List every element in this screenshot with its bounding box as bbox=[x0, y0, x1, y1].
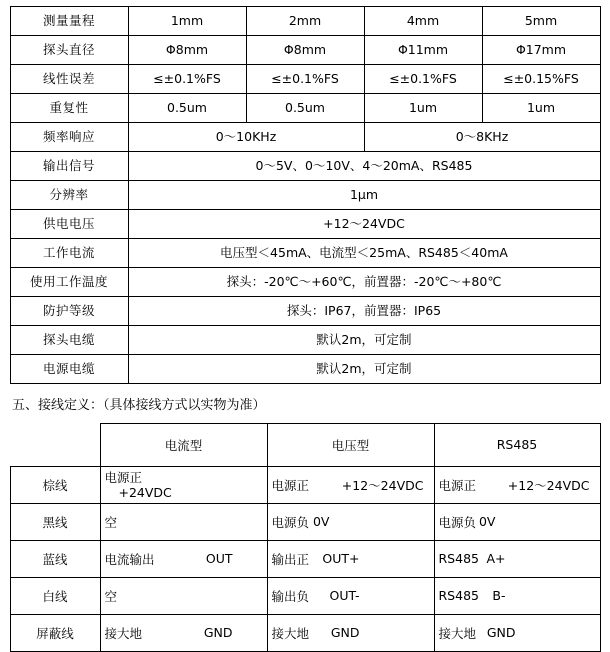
spec-value: 探头：IP67，前置器：IP65 bbox=[128, 297, 600, 326]
wiring-header-current-type: 电流型 bbox=[100, 423, 267, 466]
spec-label: 重复性 bbox=[10, 94, 128, 123]
spec-value: 1μm bbox=[128, 181, 600, 210]
wire-cell-rs485 bbox=[434, 540, 600, 577]
wire-label: 蓝线 bbox=[10, 540, 100, 577]
table-row bbox=[10, 65, 600, 94]
table-row bbox=[10, 7, 600, 36]
table-header-row bbox=[10, 423, 600, 466]
wire-cell-current bbox=[100, 466, 267, 503]
wire-cell-text: A+ bbox=[486, 551, 506, 567]
wire-cell-voltage bbox=[267, 540, 434, 577]
spec-label: 使用工作温度 bbox=[10, 268, 128, 297]
spec-value: 0～10KHz bbox=[128, 123, 364, 152]
wire-cell-text: 输出负 bbox=[271, 588, 310, 604]
wire-cell-text: 输出正 bbox=[271, 551, 310, 567]
spec-value: +12～24VDC bbox=[128, 210, 600, 239]
spec-value: Φ11mm bbox=[364, 36, 482, 65]
spec-value: 2mm bbox=[246, 7, 364, 36]
wire-cell-text: +12～24VDC bbox=[341, 477, 424, 493]
wire-cell-text: 0V bbox=[478, 514, 496, 530]
table-row bbox=[10, 210, 600, 239]
wire-cell-voltage bbox=[267, 577, 434, 614]
spec-label: 电源电缆 bbox=[10, 355, 128, 384]
spec-label: 探头电缆 bbox=[10, 326, 128, 355]
table-row bbox=[10, 268, 600, 297]
spec-value: 1um bbox=[482, 94, 600, 123]
wire-cell-current bbox=[100, 503, 267, 540]
spec-value: ≤±0.1%FS bbox=[364, 65, 482, 94]
wire-cell-voltage bbox=[267, 503, 434, 540]
table-row bbox=[10, 577, 600, 614]
wiring-header-voltage-type: 电压型 bbox=[267, 423, 434, 466]
wire-cell-rs485 bbox=[434, 503, 600, 540]
spec-label: 工作电流 bbox=[10, 239, 128, 268]
wiring-definition-table bbox=[10, 423, 601, 652]
wire-cell-text: GND bbox=[486, 625, 516, 641]
wire-cell-voltage bbox=[267, 614, 434, 651]
table-row bbox=[10, 94, 600, 123]
wire-cell-current bbox=[100, 540, 267, 577]
table-row bbox=[10, 355, 600, 384]
spec-label: 频率响应 bbox=[10, 123, 128, 152]
spec-value: 默认2m，可定制 bbox=[128, 326, 600, 355]
wire-cell-text: +24VDC bbox=[118, 484, 172, 500]
table-row bbox=[10, 297, 600, 326]
table-row bbox=[10, 36, 600, 65]
wire-cell-text: 接大地 bbox=[271, 625, 310, 641]
wire-cell-text: 空 bbox=[104, 514, 118, 530]
spec-label: 供电电压 bbox=[10, 210, 128, 239]
wire-cell-current bbox=[100, 577, 267, 614]
wire-cell-voltage bbox=[267, 466, 434, 503]
spec-label: 输出信号 bbox=[10, 152, 128, 181]
table-row bbox=[10, 614, 600, 651]
spec-value: 默认2m，可定制 bbox=[128, 355, 600, 384]
wire-cell-text: RS485 bbox=[438, 551, 479, 567]
spec-value: 电压型＜45mA、电流型＜25mA、RS485＜40mA bbox=[128, 239, 600, 268]
spec-value: 0～5V、0～10V、4～20mA、RS485 bbox=[128, 152, 600, 181]
spec-value: 0～8KHz bbox=[364, 123, 600, 152]
wiring-header-rs485: RS485 bbox=[434, 423, 600, 466]
spec-value: Φ8mm bbox=[128, 36, 246, 65]
wiring-header-blank bbox=[10, 423, 100, 466]
table-row bbox=[10, 503, 600, 540]
wire-cell-text: 电源正 bbox=[271, 477, 310, 493]
table-row bbox=[10, 123, 600, 152]
table-row bbox=[10, 540, 600, 577]
wire-cell-text: RS485 bbox=[438, 588, 479, 604]
wire-cell-text: B- bbox=[492, 588, 506, 604]
wire-cell-text: 电源负 bbox=[438, 514, 477, 530]
spec-value: 0.5um bbox=[128, 94, 246, 123]
wire-cell-text: 电源负 bbox=[271, 514, 310, 530]
wire-cell-text: 电源正 bbox=[438, 477, 477, 493]
wire-cell-text: 接大地 bbox=[104, 625, 143, 641]
wire-cell-text: GND bbox=[203, 625, 233, 641]
table-row bbox=[10, 239, 600, 268]
specification-table bbox=[10, 6, 601, 384]
spec-label: 线性误差 bbox=[10, 65, 128, 94]
wire-cell-text: 空 bbox=[104, 588, 118, 604]
wire-cell-text: OUT- bbox=[329, 588, 360, 604]
wire-cell-current bbox=[100, 614, 267, 651]
table-row bbox=[10, 326, 600, 355]
wire-cell-rs485 bbox=[434, 466, 600, 503]
spec-label: 探头直径 bbox=[10, 36, 128, 65]
wire-cell-rs485 bbox=[434, 577, 600, 614]
wire-cell-text: OUT+ bbox=[322, 551, 360, 567]
wire-cell-text: +12～24VDC bbox=[507, 477, 590, 493]
spec-value: ≤±0.1%FS bbox=[246, 65, 364, 94]
spec-label: 防护等级 bbox=[10, 297, 128, 326]
wire-label: 屏蔽线 bbox=[10, 614, 100, 651]
wire-cell-rs485 bbox=[434, 614, 600, 651]
spec-value: 5mm bbox=[482, 7, 600, 36]
table-row bbox=[10, 181, 600, 210]
spec-value: Φ17mm bbox=[482, 36, 600, 65]
spec-value: ≤±0.15%FS bbox=[482, 65, 600, 94]
table-row bbox=[10, 466, 600, 503]
wire-cell-text: OUT bbox=[205, 551, 233, 567]
spec-value: 0.5um bbox=[246, 94, 364, 123]
section-heading: 五、接线定义：（具体接线方式以实物为准） bbox=[12, 398, 266, 413]
wire-label: 黑线 bbox=[10, 503, 100, 540]
spec-value: 4mm bbox=[364, 7, 482, 36]
wire-cell-text: 接大地 bbox=[438, 625, 477, 641]
wire-cell-text: GND bbox=[330, 625, 360, 641]
wire-label: 白线 bbox=[10, 577, 100, 614]
spec-value: 1mm bbox=[128, 7, 246, 36]
wire-cell-text: 0V bbox=[312, 514, 330, 530]
table-row bbox=[10, 152, 600, 181]
spec-value: 1um bbox=[364, 94, 482, 123]
spec-value: Φ8mm bbox=[246, 36, 364, 65]
spec-label: 测量量程 bbox=[10, 7, 128, 36]
spec-value: ≤±0.1%FS bbox=[128, 65, 246, 94]
spec-label: 分辨率 bbox=[10, 181, 128, 210]
spec-value: 探头：-20℃～+60℃，前置器：-20℃～+80℃ bbox=[128, 268, 600, 297]
wire-cell-text: 电源正 bbox=[104, 469, 143, 485]
wire-label: 棕线 bbox=[10, 466, 100, 503]
wire-cell-text: 电流输出 bbox=[104, 551, 155, 567]
